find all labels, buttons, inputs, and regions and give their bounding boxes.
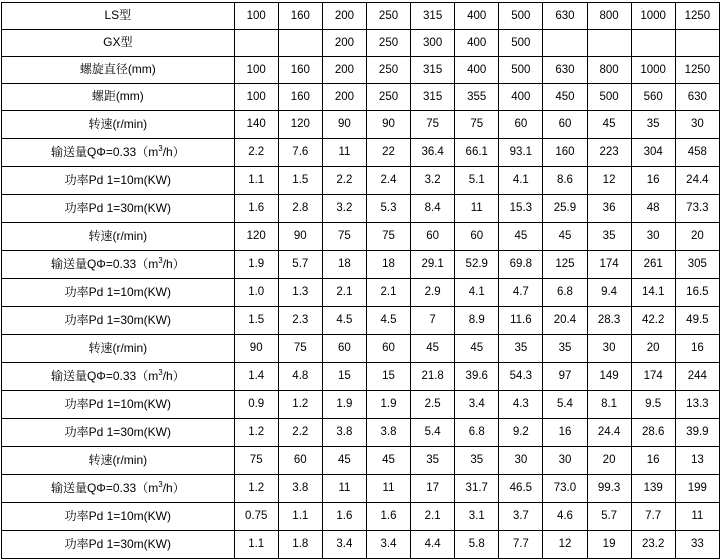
table-cell: 18	[322, 251, 366, 279]
table-cell: 2.1	[411, 503, 455, 531]
table-cell: 45	[499, 223, 543, 251]
table-cell: 12	[587, 167, 631, 195]
table-cell: 7.6	[278, 139, 322, 167]
table-body	[2, 3, 720, 559]
table-cell: 60	[455, 223, 499, 251]
table-cell: 3.1	[455, 503, 499, 531]
table-cell: 28.6	[631, 419, 675, 447]
table-cell: 9.5	[631, 391, 675, 419]
table-row	[2, 503, 720, 531]
table-cell: 250	[366, 3, 410, 30]
table-cell: 66.1	[455, 139, 499, 167]
table-cell: 33	[675, 531, 719, 559]
table-cell: 30	[499, 447, 543, 475]
table-cell: 2.2	[234, 139, 278, 167]
table-cell: 28.3	[587, 307, 631, 335]
table-cell: 45	[322, 447, 366, 475]
table-cell: 400	[455, 3, 499, 30]
table-cell: 3.4	[322, 531, 366, 559]
row-label: 功率Pd 1=10m(KW)	[2, 391, 235, 419]
superscript: 3	[158, 479, 163, 489]
table-cell: 5.4	[411, 419, 455, 447]
table-cell: 160	[543, 139, 587, 167]
table-cell: 48	[631, 195, 675, 223]
table-cell: 120	[278, 111, 322, 139]
table-cell: 1.2	[278, 391, 322, 419]
table-cell: 4.1	[455, 279, 499, 307]
table-cell	[675, 30, 719, 57]
table-cell: 15	[366, 363, 410, 391]
table-row	[2, 251, 720, 279]
table-cell: 1.6	[322, 503, 366, 531]
table-cell: 73.3	[675, 195, 719, 223]
table-cell: 1.1	[278, 503, 322, 531]
table-cell: 149	[587, 363, 631, 391]
table-cell: 11	[455, 195, 499, 223]
table-cell: 20	[631, 335, 675, 363]
table-cell: 46.5	[499, 475, 543, 503]
table-cell: 11.6	[499, 307, 543, 335]
table-cell: 630	[543, 3, 587, 30]
table-cell: 200	[322, 57, 366, 84]
table-cell: 4.6	[543, 503, 587, 531]
table-cell: 305	[675, 251, 719, 279]
table-row	[2, 3, 720, 30]
table-cell: 200	[322, 30, 366, 57]
table-cell: 69.8	[499, 251, 543, 279]
table-cell: 60	[278, 447, 322, 475]
table-cell: 4.4	[411, 531, 455, 559]
table-cell: 3.8	[322, 419, 366, 447]
table-cell: 1.9	[234, 251, 278, 279]
table-cell: 39.6	[455, 363, 499, 391]
table-cell: 30	[543, 447, 587, 475]
table-cell: 14.1	[631, 279, 675, 307]
table-cell: 5.7	[587, 503, 631, 531]
table-cell: 5.3	[366, 195, 410, 223]
table-cell: 1.0	[234, 279, 278, 307]
table-cell: 30	[587, 335, 631, 363]
row-label: 功率Pd 1=10m(KW)	[2, 279, 235, 307]
table-cell: 2.3	[278, 307, 322, 335]
table-cell: 7.7	[631, 503, 675, 531]
table-cell: 6.8	[455, 419, 499, 447]
table-cell: 315	[411, 84, 455, 111]
table-cell: 75	[411, 111, 455, 139]
table-cell: 1.6	[234, 195, 278, 223]
row-label: 功率Pd 1=30m(KW)	[2, 307, 235, 335]
row-label: 输送量$Q\Phi=0.33(m^3/h)$	[2, 363, 235, 391]
table-row	[2, 447, 720, 475]
table-cell: 12	[543, 531, 587, 559]
table-cell: 35	[499, 335, 543, 363]
table-row	[2, 419, 720, 447]
table-cell: 5.7	[278, 251, 322, 279]
table-cell: 0.9	[234, 391, 278, 419]
table-cell: 2.2	[278, 419, 322, 447]
table-cell: 630	[543, 57, 587, 84]
table-cell: 160	[278, 84, 322, 111]
table-cell: 1.5	[278, 167, 322, 195]
table-cell: 3.7	[499, 503, 543, 531]
table-cell: 100	[234, 3, 278, 30]
table-row	[2, 195, 720, 223]
table-row	[2, 223, 720, 251]
table-cell: 35	[543, 335, 587, 363]
screw-conveyor-spec-table	[1, 2, 720, 559]
table-cell: 75	[322, 223, 366, 251]
table-cell: 244	[675, 363, 719, 391]
table-cell: 315	[411, 57, 455, 84]
table-cell: 45	[411, 335, 455, 363]
table-cell: 29.1	[411, 251, 455, 279]
table-cell: 73.0	[543, 475, 587, 503]
table-cell: 90	[322, 111, 366, 139]
table-cell: 30	[631, 223, 675, 251]
table-cell: 1.1	[234, 167, 278, 195]
table-cell: 400	[455, 30, 499, 57]
table-cell: 500	[587, 84, 631, 111]
table-cell: 8.9	[455, 307, 499, 335]
table-cell: 100	[234, 57, 278, 84]
table-cell: 16	[675, 335, 719, 363]
table-cell: 560	[631, 84, 675, 111]
table-cell: 400	[499, 84, 543, 111]
table-cell: 97	[543, 363, 587, 391]
table-cell: 75	[234, 447, 278, 475]
table-cell: 31.7	[455, 475, 499, 503]
row-label: 功率Pd 1=10m(KW)	[2, 167, 235, 195]
table-cell: 11	[366, 475, 410, 503]
table-cell: 1250	[675, 57, 719, 84]
table-cell: 90	[278, 223, 322, 251]
table-cell: 1000	[631, 57, 675, 84]
table-cell: 42.2	[631, 307, 675, 335]
table-row	[2, 307, 720, 335]
table-row	[2, 279, 720, 307]
table-cell: 90	[366, 111, 410, 139]
table-cell: 11	[322, 139, 366, 167]
superscript: 3	[158, 255, 163, 265]
table-cell: 2.1	[366, 279, 410, 307]
table-cell: 2.9	[411, 279, 455, 307]
table-cell: 800	[587, 3, 631, 30]
table-cell: 1.1	[234, 531, 278, 559]
table-cell: 11	[322, 475, 366, 503]
table-cell: 24.4	[675, 167, 719, 195]
table-cell: 7.7	[499, 531, 543, 559]
row-label: 输送量$Q\Phi=0.33(m^3/h)$	[2, 139, 235, 167]
table-cell: 7	[411, 307, 455, 335]
table-cell: 8.1	[587, 391, 631, 419]
table-cell: 17	[411, 475, 455, 503]
table-cell: 250	[366, 84, 410, 111]
table-cell: 21.8	[411, 363, 455, 391]
table-cell	[631, 30, 675, 57]
table-cell: 23.2	[631, 531, 675, 559]
row-label: 功率Pd 1=30m(KW)	[2, 419, 235, 447]
table-cell: 1.2	[234, 475, 278, 503]
row-label: 功率Pd 1=30m(KW)	[2, 195, 235, 223]
table-cell: 54.3	[499, 363, 543, 391]
table-cell: 3.8	[278, 475, 322, 503]
table-cell: 45	[587, 111, 631, 139]
row-label: 螺旋直径(mm)	[2, 57, 235, 84]
table-cell: 4.5	[366, 307, 410, 335]
table-cell: 60	[366, 335, 410, 363]
table-cell: 250	[366, 30, 410, 57]
table-cell: 75	[455, 111, 499, 139]
table-cell: 25.9	[543, 195, 587, 223]
table-cell: 13	[675, 447, 719, 475]
table-cell: 49.5	[675, 307, 719, 335]
table-cell: 1000	[631, 3, 675, 30]
table-cell: 75	[366, 223, 410, 251]
table-cell: 19	[587, 531, 631, 559]
row-label: 转速(r/min)	[2, 223, 235, 251]
table-cell: 2.4	[366, 167, 410, 195]
table-cell: 200	[322, 3, 366, 30]
table-cell: 4.1	[499, 167, 543, 195]
table-cell: 120	[234, 223, 278, 251]
table-cell: 140	[234, 111, 278, 139]
row-label: 功率Pd 1=30m(KW)	[2, 531, 235, 559]
table-cell: 223	[587, 139, 631, 167]
table-row	[2, 167, 720, 195]
table-cell: 3.4	[366, 531, 410, 559]
table-row	[2, 139, 720, 167]
table-row	[2, 335, 720, 363]
table-cell: 16.5	[675, 279, 719, 307]
table-row	[2, 57, 720, 84]
table-cell: 160	[278, 57, 322, 84]
table-cell: 630	[675, 84, 719, 111]
table-cell: 93.1	[499, 139, 543, 167]
table-cell: 261	[631, 251, 675, 279]
table-cell: 8.4	[411, 195, 455, 223]
table-cell: 45	[455, 335, 499, 363]
row-label: 输送量$Q\Phi=0.33(m^3/h)$	[2, 475, 235, 503]
table-cell	[587, 30, 631, 57]
table-cell: 4.7	[499, 279, 543, 307]
table-cell: 36	[587, 195, 631, 223]
table-cell: 39.9	[675, 419, 719, 447]
table-row	[2, 30, 720, 57]
table-cell: 99.3	[587, 475, 631, 503]
table-cell: 9.2	[499, 419, 543, 447]
table-cell: 60	[322, 335, 366, 363]
table-cell: 60	[499, 111, 543, 139]
table-cell: 20.4	[543, 307, 587, 335]
row-label: GX型	[2, 30, 235, 57]
table-cell: 300	[411, 30, 455, 57]
table-cell: 45	[543, 223, 587, 251]
table-cell: 315	[411, 3, 455, 30]
table-cell: 500	[499, 3, 543, 30]
table-cell: 1.6	[366, 503, 410, 531]
table-cell: 250	[366, 57, 410, 84]
table-cell: 16	[631, 167, 675, 195]
superscript: 3	[158, 143, 163, 153]
table-cell: 304	[631, 139, 675, 167]
table-cell: 1.5	[234, 307, 278, 335]
table-cell: 800	[587, 57, 631, 84]
table-cell: 174	[587, 251, 631, 279]
table-cell: 2.2	[322, 167, 366, 195]
table-cell: 2.5	[411, 391, 455, 419]
table-cell: 1.8	[278, 531, 322, 559]
table-cell: 13.3	[675, 391, 719, 419]
table-cell	[234, 30, 278, 57]
table-cell: 1.4	[234, 363, 278, 391]
table-cell: 35	[411, 447, 455, 475]
table-cell	[543, 30, 587, 57]
table-cell: 4.5	[322, 307, 366, 335]
table-cell: 16	[631, 447, 675, 475]
table-cell: 35	[587, 223, 631, 251]
table-cell: 35	[455, 447, 499, 475]
row-label: 输送量$Q\Phi=0.33(m^3/h)$	[2, 251, 235, 279]
table-cell: 36.4	[411, 139, 455, 167]
table-cell: 125	[543, 251, 587, 279]
table-cell: 9.4	[587, 279, 631, 307]
table-cell: 200	[322, 84, 366, 111]
table-cell: 1.2	[234, 419, 278, 447]
table-cell: 3.2	[411, 167, 455, 195]
row-label: 转速(r/min)	[2, 447, 235, 475]
table-cell: 60	[543, 111, 587, 139]
table-cell: 500	[499, 57, 543, 84]
table-cell: 6.8	[543, 279, 587, 307]
table-cell: 450	[543, 84, 587, 111]
table-cell: 90	[234, 335, 278, 363]
table-cell: 3.8	[366, 419, 410, 447]
table-cell: 458	[675, 139, 719, 167]
table-cell: 75	[278, 335, 322, 363]
table-cell: 1.9	[366, 391, 410, 419]
table-cell: 3.4	[455, 391, 499, 419]
table-cell: 100	[234, 84, 278, 111]
row-label: 转速(r/min)	[2, 335, 235, 363]
table-cell: 1.9	[322, 391, 366, 419]
table-cell: 24.4	[587, 419, 631, 447]
table-cell: 0.75	[234, 503, 278, 531]
table-cell: 15	[322, 363, 366, 391]
table-cell: 11	[675, 503, 719, 531]
table-cell: 18	[366, 251, 410, 279]
table-cell: 500	[499, 30, 543, 57]
table-cell: 1.3	[278, 279, 322, 307]
table-row	[2, 84, 720, 111]
table-cell: 400	[455, 57, 499, 84]
row-label: 螺距(mm)	[2, 84, 235, 111]
table-cell: 8.6	[543, 167, 587, 195]
table-row	[2, 475, 720, 503]
table-cell: 199	[675, 475, 719, 503]
table-cell: 16	[543, 419, 587, 447]
table-cell: 4.8	[278, 363, 322, 391]
table-cell: 35	[631, 111, 675, 139]
table-cell: 5.1	[455, 167, 499, 195]
table-cell	[278, 30, 322, 57]
table-cell: 60	[411, 223, 455, 251]
row-label: LS型	[2, 3, 235, 30]
table-cell: 1250	[675, 3, 719, 30]
table-row	[2, 363, 720, 391]
table-cell: 174	[631, 363, 675, 391]
table-cell: 355	[455, 84, 499, 111]
row-label: 功率Pd 1=10m(KW)	[2, 503, 235, 531]
table-row	[2, 391, 720, 419]
table-cell: 5.8	[455, 531, 499, 559]
table-cell: 52.9	[455, 251, 499, 279]
table-cell: 20	[675, 223, 719, 251]
table-cell: 3.2	[322, 195, 366, 223]
table-cell: 5.4	[543, 391, 587, 419]
superscript: 3	[158, 367, 163, 377]
table-cell: 139	[631, 475, 675, 503]
table-cell: 45	[366, 447, 410, 475]
table-cell: 22	[366, 139, 410, 167]
table-row	[2, 111, 720, 139]
row-label: 转速(r/min)	[2, 111, 235, 139]
table-cell: 2.8	[278, 195, 322, 223]
table-cell: 15.3	[499, 195, 543, 223]
table-cell: 4.3	[499, 391, 543, 419]
table-cell: 160	[278, 3, 322, 30]
table-cell: 30	[675, 111, 719, 139]
table-cell: 20	[587, 447, 631, 475]
table-cell: 2.1	[322, 279, 366, 307]
table-row	[2, 531, 720, 559]
